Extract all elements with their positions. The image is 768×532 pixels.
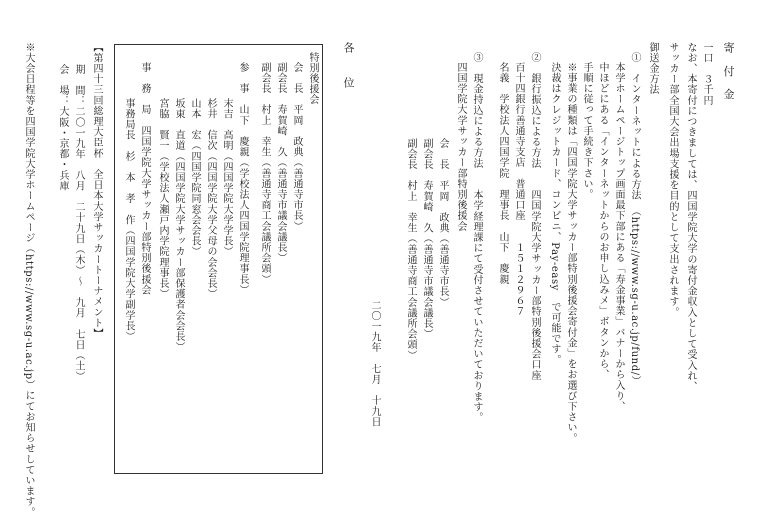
association-heading: 特別後援会 (307, 52, 318, 105)
document-date: 二〇一九年 七月 十九日 (369, 300, 380, 428)
secretariat-chief: 事務局長 杉 本 孝 作（四国学院大学副学長） (123, 98, 134, 342)
heading-donation: 寄 付 金 (722, 42, 735, 100)
cash-vice-president-1: 副会長 寿賀崎 久（善通寺市議会議長） (421, 138, 432, 340)
internet-note: ※事業の種類は「四国学院大学サッカー部特別後援会寄付金」をお選び下さい。 (565, 62, 576, 444)
secretariat: 事 務 局 四国学院大学サッカー部特別後援会 (139, 62, 150, 296)
method-bank: ② 銀行振込による方法 四国学院大学サッカー部特別後援会口座 (529, 52, 540, 381)
donation-note-line2: サッカー部全国大会出場支援を目的として支出されます。 (667, 42, 678, 318)
cash-vice-president-2: 副会長 村上 幸生（善通寺商工会議所会頭） (405, 138, 416, 361)
internet-step-3: 手順に従って手続き下さい。 (581, 62, 592, 200)
advisor-1: 参 事 山下 慶親（学校法人四国学院理事長） (237, 62, 248, 296)
method-cash: ③ 現金持込による方法 本学経理課にて受付させていただいております。 (471, 52, 482, 423)
tournament-venue: 会 場：大阪・京都・兵庫 (57, 64, 68, 192)
advisor-3: 杉井 信次（四国学院大学父母の会会長） (205, 98, 216, 300)
remittance-heading: 御送金方法 (647, 42, 658, 95)
association-president: 会 長 平岡 政典（善通寺市長） (291, 62, 302, 232)
advisor-2: 末吉 高明（四国学院大学学長） (221, 98, 232, 257)
cash-association: 四国学院大学サッカー部特別後援会 (455, 62, 466, 232)
advisor-5: 坂東 直道（四国学院大学サッカー部保護者会会長） (173, 98, 184, 353)
donation-unit: 一口 ３千円 (701, 42, 712, 106)
payment-options: 決裁はクレジットカード、コンビニ、Pay-easy で可能です。 (549, 62, 560, 366)
donation-note-line1: なお、本寄付につきましては、四国学院大学の寄付金収入として受入れ、 (685, 42, 696, 392)
internet-step-1: 本学ホームページトップ画面最下部にある「寿金事業」バナーから入り、 (613, 62, 624, 412)
bank-holder: 名義 学校法人四国学院 理事長 山下 慶親 (497, 62, 508, 285)
tournament-period: 期 間：二〇一九年 八月 二十九日（木）～ 九月 七日（土） (73, 64, 84, 382)
addressee: 各 位 (342, 42, 355, 89)
association-vice-president-1: 副会長 寿賀崎 久（善通寺市議会議長） (275, 62, 286, 264)
advisor-4: 山本 宏（四国学院同窓会会長） (189, 98, 200, 257)
method-internet: ① インターネットによる方法 （https://www.sg-u.ac.jp/fund/） (629, 52, 640, 387)
association-vice-president-2: 副会長 村上 幸生（善通寺商工会議所会頭） (259, 62, 270, 285)
internet-step-2: 中ほどにある「インターネットからのお申し込みメ」ボタンから、 (597, 62, 608, 380)
advisor-6: 宮脇 賢一（学校法人瀬戸内学院理事長） (157, 98, 168, 300)
tournament-notice: ※大会日程等を四国学院大学ホームページ（https://www.sg-u.ac.jp）にてお知らせしています。 (23, 42, 34, 518)
bank-account: 百十四銀行善通寺支店 普通口座 １５１２９６７ (513, 62, 524, 317)
cash-president: 会 長 平岡 政典（善通寺市長） (437, 138, 448, 308)
tournament-title: 【第四十三回総理大臣杯 全日本大学サッカートーナメント】 (91, 42, 102, 339)
